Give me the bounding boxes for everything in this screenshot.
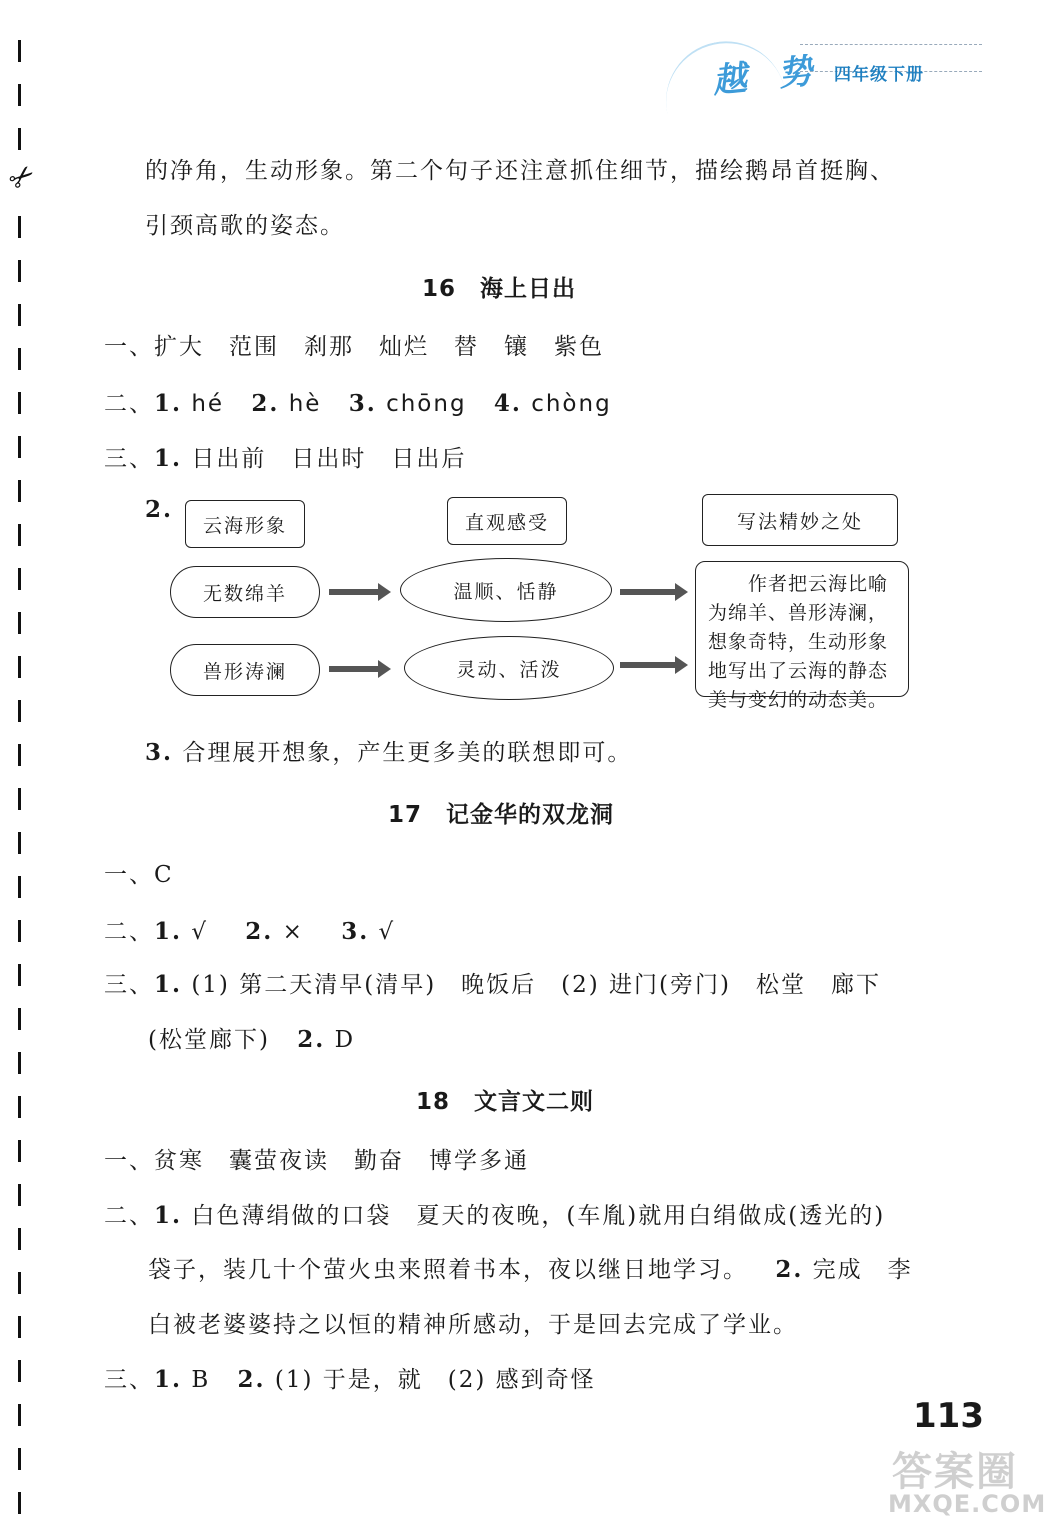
binding-mark	[18, 348, 21, 370]
binding-mark	[18, 1360, 21, 1382]
answer-text: 白色薄绢做的口袋 夏天的夜晚，(车胤)就用白绢做成(透光的)	[191, 1203, 886, 1229]
judgement-mark: √	[191, 919, 208, 945]
binding-mark	[18, 1008, 21, 1030]
answer-text: (1) 于是，就 (2) 感到奇怪	[274, 1367, 596, 1393]
binding-mark	[18, 700, 21, 722]
intro-line-1: 的净角，生动形象。第二个句子还注意抓住细节，描绘鹅昂首挺胸、	[145, 158, 895, 184]
diagram-header: 写法精妙之处	[702, 494, 898, 546]
binding-mark	[18, 612, 21, 634]
binding-mark	[18, 832, 21, 854]
binding-mark	[18, 1140, 21, 1162]
answer-text: (松堂廊下)	[148, 1027, 270, 1053]
item-num: 1.	[154, 390, 183, 417]
lesson-18-q1: 一、贫寒 囊萤夜读 勤奋 博学多通	[104, 1148, 529, 1174]
q-prefix: 二、	[104, 391, 154, 417]
binding-mark	[18, 1448, 21, 1470]
lesson-17-q3-line-2	[148, 1021, 355, 1054]
lesson-18-q2-line-3: 白被老婆婆持之以恒的精神所感动，于是回去完成了学业。	[148, 1312, 798, 1338]
item-num: 1.	[154, 445, 183, 472]
intro-line-2: 引颈高歌的姿态。	[145, 213, 345, 239]
diagram-header: 直观感受	[447, 497, 567, 545]
scissors-icon: ✂	[1, 156, 44, 199]
lesson-17-q1: 一、C	[104, 862, 174, 888]
answer-text: 完成 李	[812, 1257, 913, 1283]
answer-text: 日出前 日出时 日出后	[191, 446, 467, 472]
item-num: 3.	[348, 390, 377, 417]
binding-mark	[18, 524, 21, 546]
answer-text: (1) 第二天清早(清早) 晚饭后 (2) 进门(旁门) 松堂 廊下	[191, 972, 882, 998]
lesson-16-q1: 一、扩大 范围 刹那 灿烂 替 镶 紫色	[104, 334, 604, 360]
watermark-logo	[880, 1440, 1050, 1530]
diagram-header: 云海形象	[185, 500, 305, 548]
writing-highlight-box: 作者把云海比喻为绵羊、兽形涛澜，想象奇特，生动形象地写出了云海的静态美与变幻的动态美。	[695, 561, 909, 697]
lesson-17-q3-line-1	[104, 966, 881, 999]
binding-mark	[18, 1228, 21, 1250]
item-num: 1.	[154, 1366, 183, 1393]
binding-mark	[18, 920, 21, 942]
judgement-mark: ×	[282, 919, 304, 945]
q-prefix: 二、	[104, 1203, 154, 1229]
binding-mark	[18, 436, 21, 458]
feeling-ellipse: 灵动、活泼	[404, 636, 614, 700]
item-num: 3.	[341, 918, 370, 945]
feeling-ellipse: 温顺、恬静	[400, 558, 612, 622]
binding-mark	[18, 656, 21, 678]
item-num: 2.	[145, 496, 174, 523]
item-num: 2.	[251, 390, 280, 417]
arrow-right-icon	[620, 662, 676, 668]
arrow-right-icon	[620, 589, 676, 595]
q-prefix: 三、	[104, 1367, 154, 1393]
pinyin-answer: chòng	[531, 391, 612, 417]
lesson-18-q2-line-1	[104, 1197, 885, 1230]
brand-logo: 越 势	[710, 50, 824, 102]
item-num: 1.	[154, 918, 183, 945]
lesson-16-q3-1	[104, 440, 466, 473]
watermark-text: 答案圈	[892, 1449, 1018, 1495]
q-prefix: 三、	[104, 446, 154, 472]
item-num: 1.	[154, 1202, 183, 1229]
item-num: 4.	[493, 390, 522, 417]
item-num: 1.	[154, 971, 183, 998]
q-prefix: 三、	[104, 972, 154, 998]
binding-mark	[18, 40, 21, 62]
arrow-right-icon	[329, 589, 379, 595]
answer-text: D	[334, 1027, 356, 1053]
page-number: 113	[913, 1396, 984, 1436]
binding-mark	[18, 876, 21, 898]
binding-mark	[18, 964, 21, 986]
binding-mark	[18, 260, 21, 282]
item-num: 2.	[245, 918, 274, 945]
lesson-16-q3-3	[145, 734, 632, 767]
binding-mark	[18, 84, 21, 106]
binding-mark	[18, 1492, 21, 1514]
binding-mark	[18, 788, 21, 810]
binding-mark	[18, 304, 21, 326]
item-num: 2.	[297, 1026, 326, 1053]
judgement-mark: √	[378, 919, 396, 945]
watermark-url: MXQE.COM	[888, 1490, 1047, 1518]
item-num: 2.	[237, 1366, 266, 1393]
lesson-18-title: 18 文言文二则	[416, 1089, 595, 1115]
grade-label: 四年级下册	[834, 65, 924, 85]
binding-mark	[18, 1184, 21, 1206]
pinyin-answer: hé	[191, 391, 225, 417]
lesson-17-title: 17 记金华的双龙洞	[388, 802, 615, 828]
answer-text: 袋子，装几十个萤火虫来照着书本，夜以继日地学习。	[148, 1257, 748, 1283]
pinyin-answer: hè	[288, 391, 322, 417]
binding-mark	[18, 1404, 21, 1426]
binding-mark	[18, 1052, 21, 1074]
answer-text: 合理展开想象，产生更多美的联想即可。	[182, 740, 633, 766]
binding-mark	[18, 568, 21, 590]
binding-mark	[18, 216, 21, 238]
answer-text: B	[191, 1367, 211, 1393]
item-num: 2.	[775, 1256, 804, 1283]
lesson-18-q3	[104, 1361, 596, 1394]
binding-mark	[18, 392, 21, 414]
lesson-17-q2	[104, 913, 395, 946]
cloud-shape: 无数绵羊	[170, 566, 320, 618]
cloud-shape: 兽形涛澜	[170, 644, 320, 696]
lesson-16-q2	[104, 385, 612, 418]
binding-mark	[18, 1316, 21, 1338]
binding-mark	[18, 1096, 21, 1118]
lesson-16-title: 16 海上日出	[422, 276, 577, 302]
arrow-right-icon	[329, 666, 379, 672]
binding-mark	[18, 1272, 21, 1294]
binding-mark	[18, 128, 21, 150]
pinyin-answer: chōng	[386, 391, 467, 417]
binding-mark	[18, 744, 21, 766]
item-num: 3.	[145, 739, 174, 766]
q-prefix: 二、	[104, 919, 154, 945]
lesson-18-q2-line-2	[148, 1251, 913, 1284]
binding-mark	[18, 480, 21, 502]
